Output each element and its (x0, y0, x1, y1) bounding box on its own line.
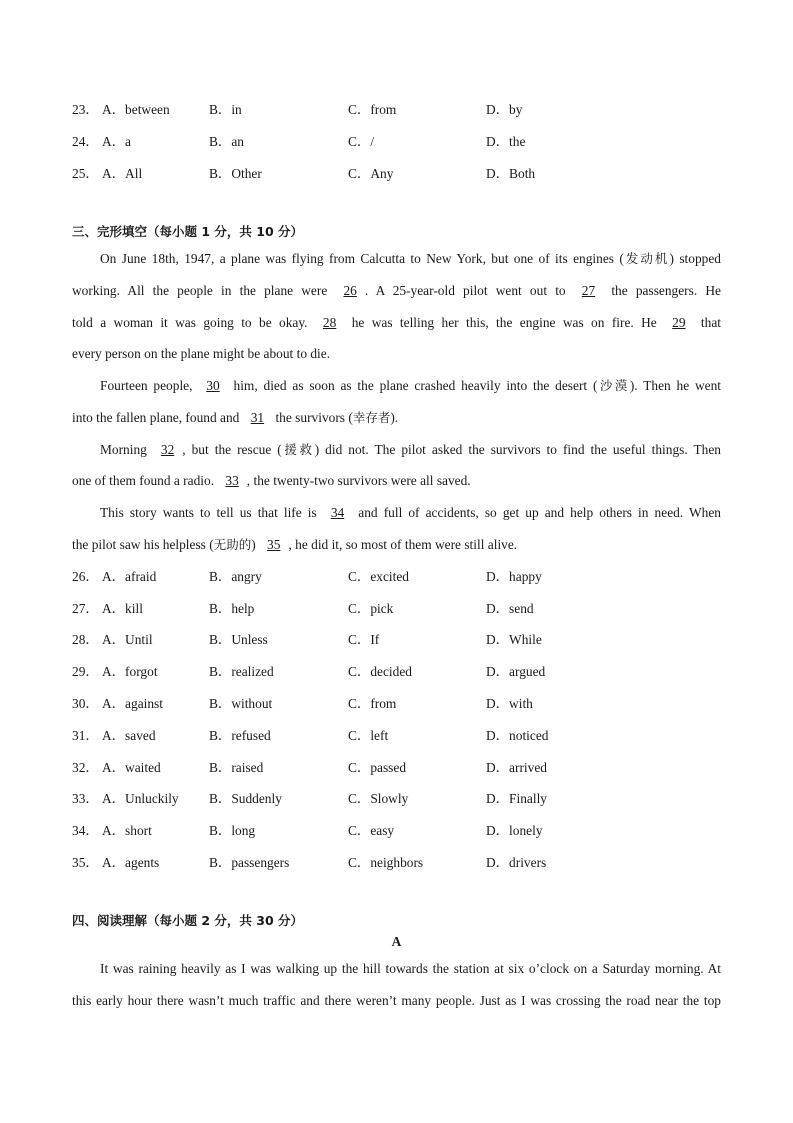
option-d: D．the (486, 134, 526, 149)
blank-26: 26 (343, 283, 357, 298)
option-a: A．Until (102, 632, 153, 647)
option-c: C．excited (348, 569, 409, 584)
option-a: A．forgot (102, 664, 158, 679)
option-c: C．Slowly (348, 791, 409, 806)
question-number: 35． (72, 855, 99, 870)
option-c: C．left (348, 728, 389, 743)
option-d: D．noticed (486, 728, 549, 743)
option-c: C．decided (348, 664, 412, 679)
blank-33: 33 (225, 473, 239, 488)
chinese-gloss: 沙漠 (597, 378, 630, 393)
option-a: A．a (102, 134, 132, 149)
option-a: A．All (102, 166, 143, 181)
section-heading-cloze: 三、完形填空（每小题 1 分，共 10 分） (72, 224, 304, 239)
option-d: D．by (486, 102, 523, 117)
question-number: 34． (72, 823, 99, 838)
passage-line: into the fallen plane, found and 31 the survivors (幸存者). (72, 410, 399, 425)
passage-line: On June 18th, 1947, a plane was flying from Calcutta to New York, but one of its engines (发动机) stopped (100, 251, 721, 266)
option-c: C．/ (348, 134, 375, 149)
option-a: A．between (102, 102, 170, 117)
chinese-gloss: 幸存者 (352, 410, 391, 425)
passage-line: every person on the plane might be about to die. (72, 346, 331, 361)
option-b: B．help (209, 601, 255, 616)
option-c: C．passed (348, 760, 407, 775)
question-number: 29． (72, 664, 99, 679)
passage-line: this early hour there wasn’t much traffic and there weren’t many people. Just as I was crossing the road near the top (72, 993, 721, 1008)
option-c: C．neighbors (348, 855, 424, 870)
option-a: A．kill (102, 601, 143, 616)
option-a: A．waited (102, 760, 161, 775)
question-number: 23． (72, 102, 99, 117)
option-c: C．pick (348, 601, 394, 616)
option-a: A．Unluckily (102, 791, 179, 806)
passage-line: the pilot saw his helpless (无助的) 35 , he did it, so most of them were still alive. (72, 537, 518, 552)
passage-line: It was raining heavily as I was walking up the hill towards the station at six o’clock on a Saturday morning. At (100, 961, 721, 976)
option-c: C．from (348, 696, 397, 711)
option-d: D．While (486, 632, 542, 647)
question-number: 28． (72, 632, 99, 647)
blank-30: 30 (206, 378, 220, 393)
question-number: 24． (72, 134, 99, 149)
passage-line: This story wants to tell us that life is 34 and full of accidents, so get up and help others in need. When (100, 505, 721, 520)
section-heading-reading: 四、阅读理解（每小题 2 分，共 30 分） (72, 913, 304, 928)
option-b: B．Suddenly (209, 791, 282, 806)
passage-line: Fourteen people, 30 him, died as soon as the plane crashed heavily into the desert (沙漠). Then he went (100, 378, 721, 393)
blank-28: 28 (322, 315, 337, 330)
question-number: 33． (72, 791, 99, 806)
blank-34: 34 (330, 505, 345, 520)
option-d: D．send (486, 601, 534, 616)
chinese-gloss: 发动机 (623, 251, 670, 266)
option-d: D．with (486, 696, 533, 711)
option-b: B．refused (209, 728, 271, 743)
question-number: 25． (72, 166, 99, 181)
option-b: B．Other (209, 166, 262, 181)
option-a: A．short (102, 823, 152, 838)
blank-32: 32 (160, 442, 175, 457)
blank-35: 35 (267, 537, 281, 552)
passage-line: one of them found a radio. 33 , the twenty-two survivors were all saved. (72, 473, 471, 488)
option-b: B．Unless (209, 632, 268, 647)
question-number: 31． (72, 728, 99, 743)
option-b: B．long (209, 823, 256, 838)
passage-line: Morning 32 , but the rescue (援救) did not. The pilot asked the survivors to find the useful things. Then (100, 442, 721, 457)
option-a: A．against (102, 696, 163, 711)
option-c: C．Any (348, 166, 394, 181)
option-a: A．saved (102, 728, 156, 743)
question-number: 32． (72, 760, 99, 775)
question-number: 30． (72, 696, 99, 711)
passage-line: told a woman it was going to be okay. 28 he was telling her this, the engine was on fire. He 29 that (72, 315, 722, 330)
option-b: B．an (209, 134, 244, 149)
blank-27: 27 (581, 283, 596, 298)
option-d: D．drivers (486, 855, 547, 870)
question-number: 27． (72, 601, 99, 616)
option-c: C．If (348, 632, 380, 647)
chinese-gloss: 无助的 (213, 537, 252, 552)
option-d: D．Both (486, 166, 536, 181)
option-d: D．argued (486, 664, 546, 679)
blank-31: 31 (250, 410, 265, 425)
passage-line: working. All the people in the plane were 26 . A 25-year-old pilot went out to 27 the passengers. He (72, 283, 721, 298)
option-b: B．raised (209, 760, 264, 775)
option-c: C．from (348, 102, 397, 117)
option-b: B．without (209, 696, 273, 711)
option-b: B．passengers (209, 855, 290, 870)
question-number: 26． (72, 569, 99, 584)
option-d: D．lonely (486, 823, 543, 838)
option-d: D．happy (486, 569, 542, 584)
option-c: C．easy (348, 823, 395, 838)
blank-29: 29 (672, 315, 686, 330)
passage-title: A (391, 934, 402, 949)
option-a: A．afraid (102, 569, 157, 584)
option-d: D．Finally (486, 791, 548, 806)
option-b: B．angry (209, 569, 262, 584)
chinese-gloss: 援救 (281, 442, 315, 457)
option-b: B．in (209, 102, 242, 117)
option-a: A．agents (102, 855, 160, 870)
option-d: D．arrived (486, 760, 547, 775)
option-b: B．realized (209, 664, 274, 679)
